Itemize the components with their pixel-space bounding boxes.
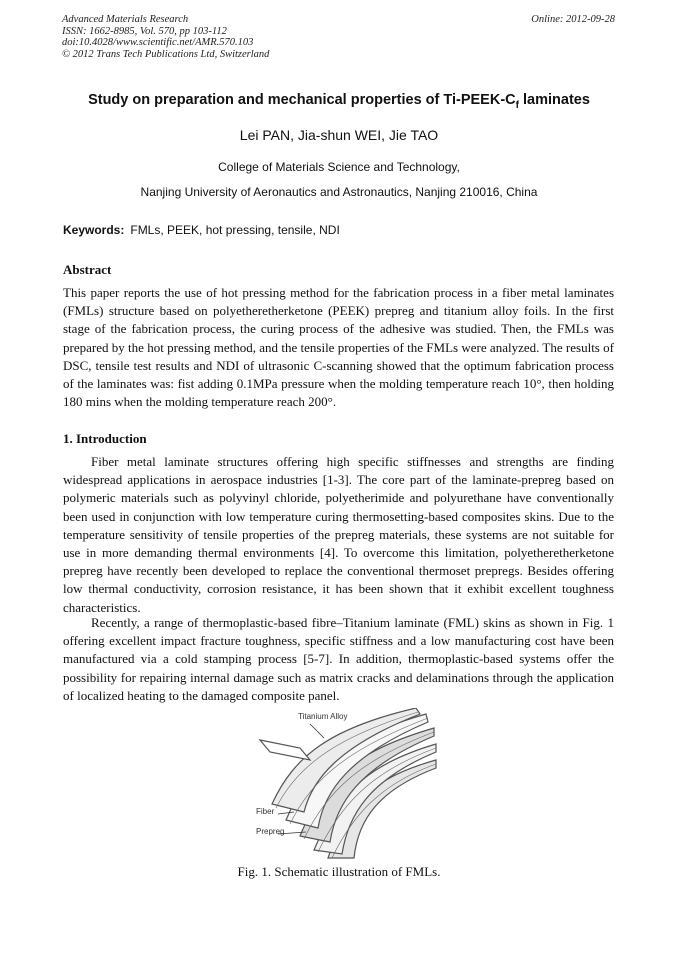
figure-label-fiber: Fiber [256, 807, 275, 816]
fml-schematic-figure [250, 708, 440, 860]
authors: Lei PAN, Jia-shun WEI, Jie TAO [239, 127, 439, 143]
copyright-line: © 2012 Trans Tech Publications Ltd, Switzerland [62, 48, 270, 60]
doi-line: doi:10.4028/www.scientific.net/AMR.570.103 [62, 37, 254, 48]
affiliation-line-1: College of Materials Science and Technology, [218, 160, 460, 174]
abstract-heading: Abstract [63, 262, 112, 277]
keywords-text: FMLs, PEEK, hot pressing, tensile, NDI [130, 223, 340, 237]
issn-line: ISSN: 1662-8985, Vol. 570, pp 103-112 [62, 25, 227, 37]
affiliation-line-2: Nanjing University of Aeronautics and Astronautics, Nanjing 210016, China [140, 185, 538, 199]
title-subscript: f [515, 99, 519, 111]
figure-label-titanium: Titanium Alloy [298, 712, 348, 721]
keywords-label: Keywords: [63, 223, 125, 237]
journal-name: Advanced Materials Research [62, 14, 189, 25]
title-main: Study on preparation and mechanical properties of Ti-PEEK-C [88, 92, 516, 108]
keywords [63, 223, 340, 237]
abstract-text: This paper reports the use of hot pressing method for the fabrication process in a fiber metal laminates (FMLs) structure based on polyetheretherketone (PEEK) prepreg and titanium alloy foils. In the first stage of the fabrication process, the curing process of the adhesive was studied. Then, the FMLs was prepared by the hot pressing method, and the tensile properties of the FMLs were analyzed. The results of DSC, tensile test results and NDI of ultrasonic C-scanning showed that the optimum fabrication process of the laminates was: fist adding 0.1MPa pressure when the molding temperature reach 10°, then holding 180 mins when the molding temperature reach 200°. [63, 285, 614, 410]
figure-caption: Fig. 1. Schematic illustration of FMLs. [237, 864, 441, 879]
intro-paragraph-1: Fiber metal laminate structures offering high specific stiffnesses and strengths are finding widespread applications in aerospace industries [1-3]. The core part of the laminate-prepreg based on polymeric materials such as polyvinyl chloride, polyetherimide and polyurethane have conventionally been used in conjunction with low temperature curing thermosetting-based composites skins. Due to the temperature sensitivity of tensile properties of the prepreg materials, these systems are not suitable for use in more demanding thermal environments [4]. To overcome this limitation, polyetheretherketone prepreg have recently been developed to replace the conventional thermoset prepregs. Besides offering low thermal conductivity, corrosion resistance, it has been shown that it exhibit excellent toughness characteristics. [63, 454, 614, 615]
paper-title [0, 92, 678, 111]
journal-header [62, 14, 615, 60]
online-date: Online: 2012-09-28 [531, 14, 615, 25]
intro-paragraph-2: Recently, a range of thermoplastic-based fibre–Titanium laminate (FML) skins as shown in Fig. 1 offering excellent impact fracture toughness, specific stiffness and a low manufacturing cost have been manufactured via a cold stamping process [5-7]. In addition, thermoplastic-based systems offer the possibility for repairing internal damage such as matrix cracks and delaminations through the application of localized heating to the damaged composite panel. [63, 615, 614, 703]
introduction-heading: 1. Introduction [63, 431, 147, 446]
title-suffix: laminates [518, 92, 590, 108]
figure-label-prepreg: Prepreg [256, 827, 285, 836]
